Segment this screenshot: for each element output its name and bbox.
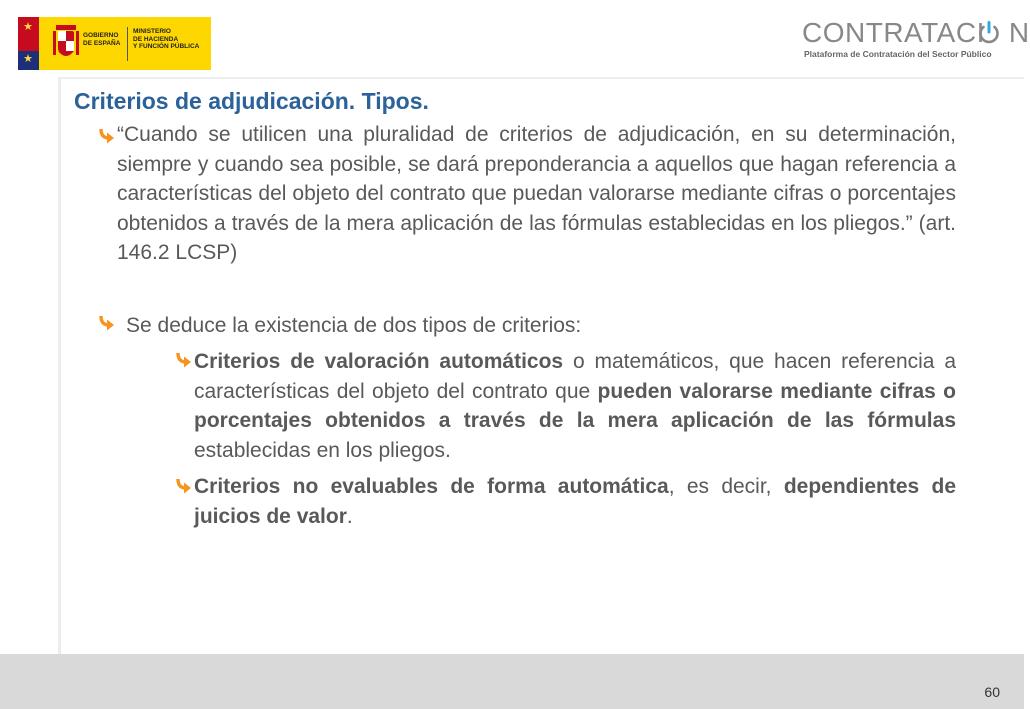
automatic-criteria-emphasis: pueden valorarse mediante cifras o porcentajes obtenidos a través de la mera aplicación de las fórmulas: [194, 379, 957, 432]
curved-arrow-icon: [98, 314, 116, 332]
brand-subtitle: Plataforma de Contratación del Sector Público: [804, 49, 992, 59]
contratacion-logo: [802, 17, 1030, 64]
ministry-line-2: DE HACIENDA: [133, 35, 179, 43]
eu-flag-strip: ★ ★: [18, 17, 39, 70]
value-judgement-criteria-item: [194, 472, 956, 531]
automatic-criteria-term: Criterios de valoración automáticos: [194, 350, 564, 373]
brand-word-end: N: [1008, 17, 1030, 48]
value-judgement-emphasis: dependientes de juicios de valor: [194, 475, 957, 528]
non-automatic-criteria-term: Criterios no evaluables de forma automática: [194, 475, 669, 498]
brand-word: CONTRATACI: [802, 17, 985, 48]
gov-line-2: DE ESPAÑA: [83, 39, 121, 47]
automatic-criteria-text-1: o matemáticos, que hacen referencia a características del objeto del contrato que: [194, 350, 956, 403]
curved-arrow-icon: [98, 127, 116, 145]
deduce-statement: Se deduce la existencia de dos tipos de criterios:: [126, 314, 582, 337]
gov-line-1: GOBIERNO: [83, 32, 119, 39]
legal-quote: “Cuando se utilicen una pluralidad de criterios de adjudicación, en su determinación, siempre y cuando sea posible, se dará preponderancia a aquellos que hagan referencia a características del objeto del contrato que puedan valorarse mediante cifras o porcentajes obtenidos a través de la mera aplicación de las fórmulas establecidas en los pliegos.” (art. 146.2 LCSP): [117, 123, 956, 264]
header-divider: [58, 77, 1024, 79]
non-automatic-criteria-text-2: .: [346, 504, 353, 528]
page-number: 60: [984, 684, 1000, 700]
footer-bar: [0, 654, 1024, 709]
slide-title: Criterios de adjudicación. Tipos.: [74, 88, 429, 114]
coat-of-arms-icon: [51, 23, 81, 63]
curved-arrow-icon: [175, 351, 193, 369]
ministry-line-3: Y FUNCIÓN PÚBLICA: [133, 43, 200, 50]
curved-arrow-icon: [175, 477, 193, 495]
non-automatic-criteria-text-1: , es decir,: [668, 475, 784, 498]
power-icon: [978, 21, 1000, 45]
left-margin-rule: [58, 78, 61, 654]
automatic-criteria-text-2: establecidas en los pliegos.: [194, 438, 451, 462]
gobierno-espana-logo: [18, 17, 211, 70]
ministry-line-1: MINISTERIO: [133, 28, 171, 35]
automatic-criteria-item: [194, 347, 956, 465]
